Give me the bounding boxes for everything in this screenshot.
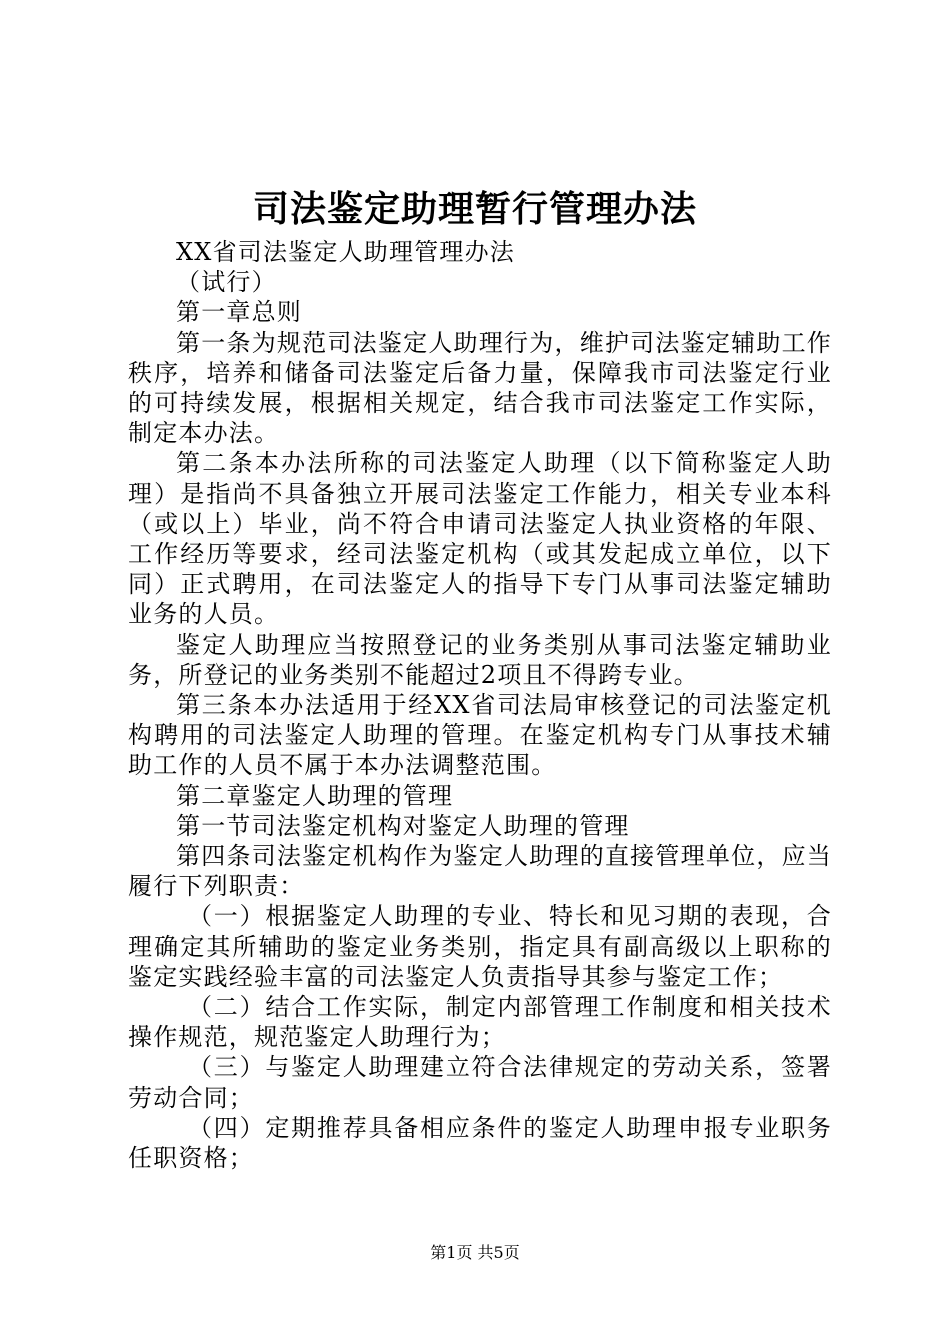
section-heading: 第一节司法鉴定机构对鉴定人助理的管理	[176, 811, 630, 840]
trial-note-paragraph: （试行）	[176, 268, 277, 297]
page-footer: 第1页 共5页	[430, 1243, 520, 1262]
chapter-heading: 第二章鉴定人助理的管理	[176, 781, 454, 810]
subtitle-paragraph: XX省司法鉴定人助理管理办法	[176, 238, 515, 266]
list-item-paragraph: （一）根据鉴定人助理的专业、特长和见习期的表现，合理确定其所辅助的鉴定业务类别，指定具有副高级以上职称的鉴定实践经验丰富的司法鉴定人负责指导其参与鉴定工作；	[128, 902, 832, 991]
list-item-paragraph: （三）与鉴定人助理建立符合法律规定的劳动关系，签署劳动合同；	[128, 1053, 832, 1112]
body-paragraph: 鉴定人助理应当按照登记的业务类别从事司法鉴定辅助业务，所登记的业务类别不能超过2项且不得跨专业。	[128, 630, 832, 689]
chapter-heading: 第一章总则	[176, 298, 302, 327]
document-title: 司法鉴定助理暂行管理办法	[252, 189, 697, 230]
article-paragraph: 第四条司法鉴定机构作为鉴定人助理的直接管理单位，应当履行下列职责：	[128, 842, 832, 901]
article-paragraph: 第一条为规范司法鉴定人助理行为，维护司法鉴定辅助工作秩序，培养和储备司法鉴定后备力量，保障我市司法鉴定行业的可持续发展，根据相关规定，结合我市司法鉴定工作实际，制定本办法。	[128, 328, 832, 448]
document-body	[128, 237, 832, 1173]
article-paragraph: 第三条本办法适用于经XX省司法局审核登记的司法鉴定机构聘用的司法鉴定人助理的管理。在鉴定机构专门从事技术辅助工作的人员不属于本办法调整范围。	[128, 691, 832, 780]
list-item-paragraph: （二）结合工作实际，制定内部管理工作制度和相关技术操作规范，规范鉴定人助理行为；	[128, 993, 832, 1052]
list-item-paragraph: （四）定期推荐具备相应条件的鉴定人助理申报专业职务任职资格；	[128, 1113, 832, 1173]
article-paragraph: 第二条本办法所称的司法鉴定人助理（以下简称鉴定人助理）是指尚不具备独立开展司法鉴定工作能力，相关专业本科（或以上）毕业，尚不符合申请司法鉴定人执业资格的年限、工作经历等要求，经司法鉴定机构（或其发起成立单位，以下同）正式聘用，在司法鉴定人的指导下专门从事司法鉴定辅助业务的人员。	[128, 449, 832, 629]
